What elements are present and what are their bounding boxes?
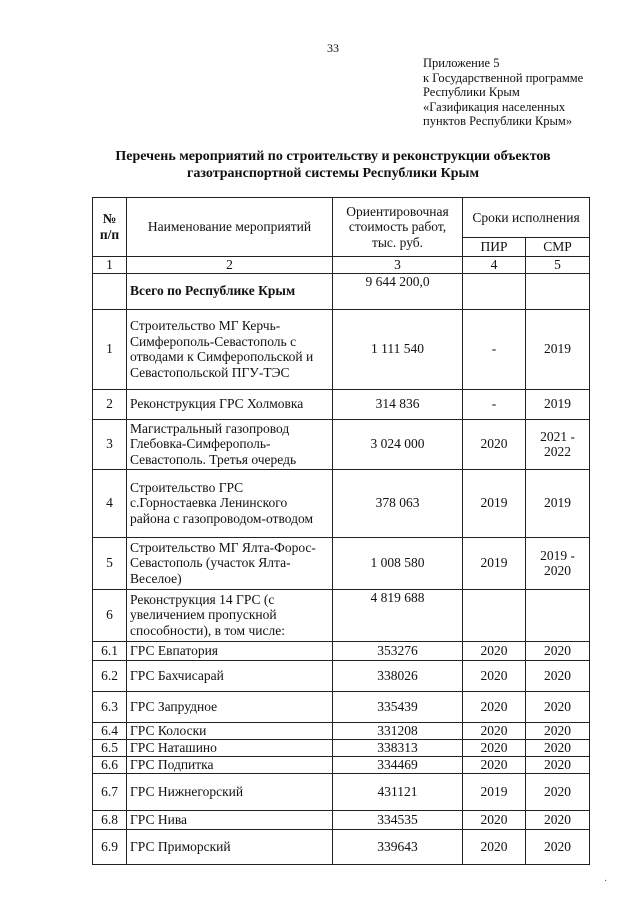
row-name: Строительство МГ Ялта-Форос-Севастополь (участок Ялта-Веселое) [127,537,333,589]
table-row [93,829,590,864]
row-pir: 2020 [463,722,526,739]
header-smr: СМР [526,238,590,257]
row-name: ГРС Нива [127,810,333,829]
row-cost: 1 008 580 [333,537,463,589]
total-cost: 9 644 200,0 [333,273,463,309]
document-title-line: газотранспортной системы Республики Крым [186,166,480,181]
row-smr: 2020 [526,691,590,722]
header-num: № п/п [93,198,127,257]
row-num: 6 [93,589,127,641]
table-row [93,537,590,589]
row-cost: 1 111 540 [333,309,463,389]
row-name: Строительство ГРС с.Горностаевка Ленинского района с газопроводом-отводом [127,469,333,537]
table-row [93,309,590,389]
row-cost: 331208 [333,722,463,739]
row-cost: 3 024 000 [333,419,463,469]
row-pir: 2020 [463,641,526,660]
total-label: Всего по Республике Крым [127,273,333,309]
row-num: 6.1 [93,641,127,660]
row-num: 6.6 [93,756,127,773]
row-cost: 335439 [333,691,463,722]
document-title [60,148,606,182]
row-cost: 378 063 [333,469,463,537]
header-terms: Сроки исполнения [463,198,590,238]
row-pir: 2020 [463,829,526,864]
appendix-line: «Газификация населенных [423,99,566,114]
row-name: ГРС Колоски [127,722,333,739]
header-cost: Ориентировочная стоимость работ, тыс. руб. [333,198,463,257]
row-num: 2 [93,389,127,419]
row-pir: 2020 [463,691,526,722]
table-row [93,756,590,773]
row-pir: 2020 [463,739,526,756]
appendix-note [423,56,623,129]
row-pir: 2020 [463,660,526,691]
table-row [93,641,590,660]
row-num: 4 [93,469,127,537]
row-pir: - [463,309,526,389]
row-smr: 2020 [526,739,590,756]
appendix-line: пунктов Республики Крым» [423,114,573,129]
column-number: 1 [93,257,127,274]
row-smr: 2020 [526,773,590,810]
column-number: 3 [333,257,463,274]
row-cost: 431121 [333,773,463,810]
row-name: ГРС Приморский [127,829,333,864]
row-pir: 2020 [463,810,526,829]
row-num: 6.8 [93,810,127,829]
table-row [93,722,590,739]
total-smr-cell [526,273,590,309]
row-pir: 2020 [463,756,526,773]
header-row [93,198,590,238]
table-row [93,773,590,810]
table-row [93,691,590,722]
total-num-cell [93,273,127,309]
row-pir: 2019 [463,537,526,589]
row-cost: 338026 [333,660,463,691]
row-smr: 2020 [526,660,590,691]
row-cost: 4 819 688 [333,589,463,641]
table-row [93,739,590,756]
measures-table [92,197,590,865]
appendix-line: Приложение 5 [423,56,500,70]
row-name: ГРС Запрудное [127,691,333,722]
total-pir-cell [463,273,526,309]
row-num: 6.5 [93,739,127,756]
row-cost: 314 836 [333,389,463,419]
appendix-line: к Государственной программе [423,70,584,85]
table-row [93,419,590,469]
row-pir: 2020 [463,419,526,469]
row-name: Магистральный газопровод Глебовка-Симферополь-Севастополь. Третья очередь [127,419,333,469]
row-smr: 2021 - 2022 [526,419,590,469]
row-name: Реконструкция 14 ГРС (с увеличением пропускной способности), в том числе: [127,589,333,641]
table-row [93,389,590,419]
row-name: ГРС Евпатория [127,641,333,660]
header-pir: ПИР [463,238,526,257]
row-num: 6.9 [93,829,127,864]
row-name: ГРС Подпитка [127,756,333,773]
row-cost: 334535 [333,810,463,829]
row-smr: 2020 [526,641,590,660]
document-title-line: Перечень мероприятий по строительству и реконструкции объектов [115,149,551,164]
table-row [93,469,590,537]
row-num: 1 [93,309,127,389]
row-name: Строительство МГ Керчь-Симферополь-Севастополь с отводами к Симферопольской и Севастопольской ПГУ-ТЭС [127,309,333,389]
row-num: 6.7 [93,773,127,810]
row-cost: 338313 [333,739,463,756]
row-num: 6.3 [93,691,127,722]
row-smr [526,589,590,641]
column-number: 2 [127,257,333,274]
row-smr: 2019 [526,469,590,537]
row-num: 6.2 [93,660,127,691]
row-smr: 2019 [526,389,590,419]
row-smr: 2020 [526,756,590,773]
table-row [93,660,590,691]
row-cost: 339643 [333,829,463,864]
row-pir: - [463,389,526,419]
row-smr: 2019 [526,309,590,389]
table-row [93,810,590,829]
column-number: 5 [526,257,590,274]
row-smr: 2020 [526,829,590,864]
row-cost: 353276 [333,641,463,660]
row-name: ГРС Нижнегорский [127,773,333,810]
row-pir: 2019 [463,773,526,810]
row-smr: 2019 - 2020 [526,537,590,589]
row-pir [463,589,526,641]
row-name: ГРС Бахчисарай [127,660,333,691]
total-row [93,273,590,309]
row-smr: 2020 [526,722,590,739]
row-num: 3 [93,419,127,469]
scan-mark: · [604,876,608,887]
page-number: 33 [327,41,339,55]
row-name: Реконструкция ГРС Холмовка [127,389,333,419]
table-row [93,589,590,641]
column-number-row [93,257,590,274]
column-number: 4 [463,257,526,274]
row-cost: 334469 [333,756,463,773]
row-smr: 2020 [526,810,590,829]
row-pir: 2019 [463,469,526,537]
header-name: Наименование мероприятий [127,198,333,257]
appendix-line: Республики Крым [423,85,520,100]
row-name: ГРС Наташино [127,739,333,756]
row-num: 5 [93,537,127,589]
row-num: 6.4 [93,722,127,739]
